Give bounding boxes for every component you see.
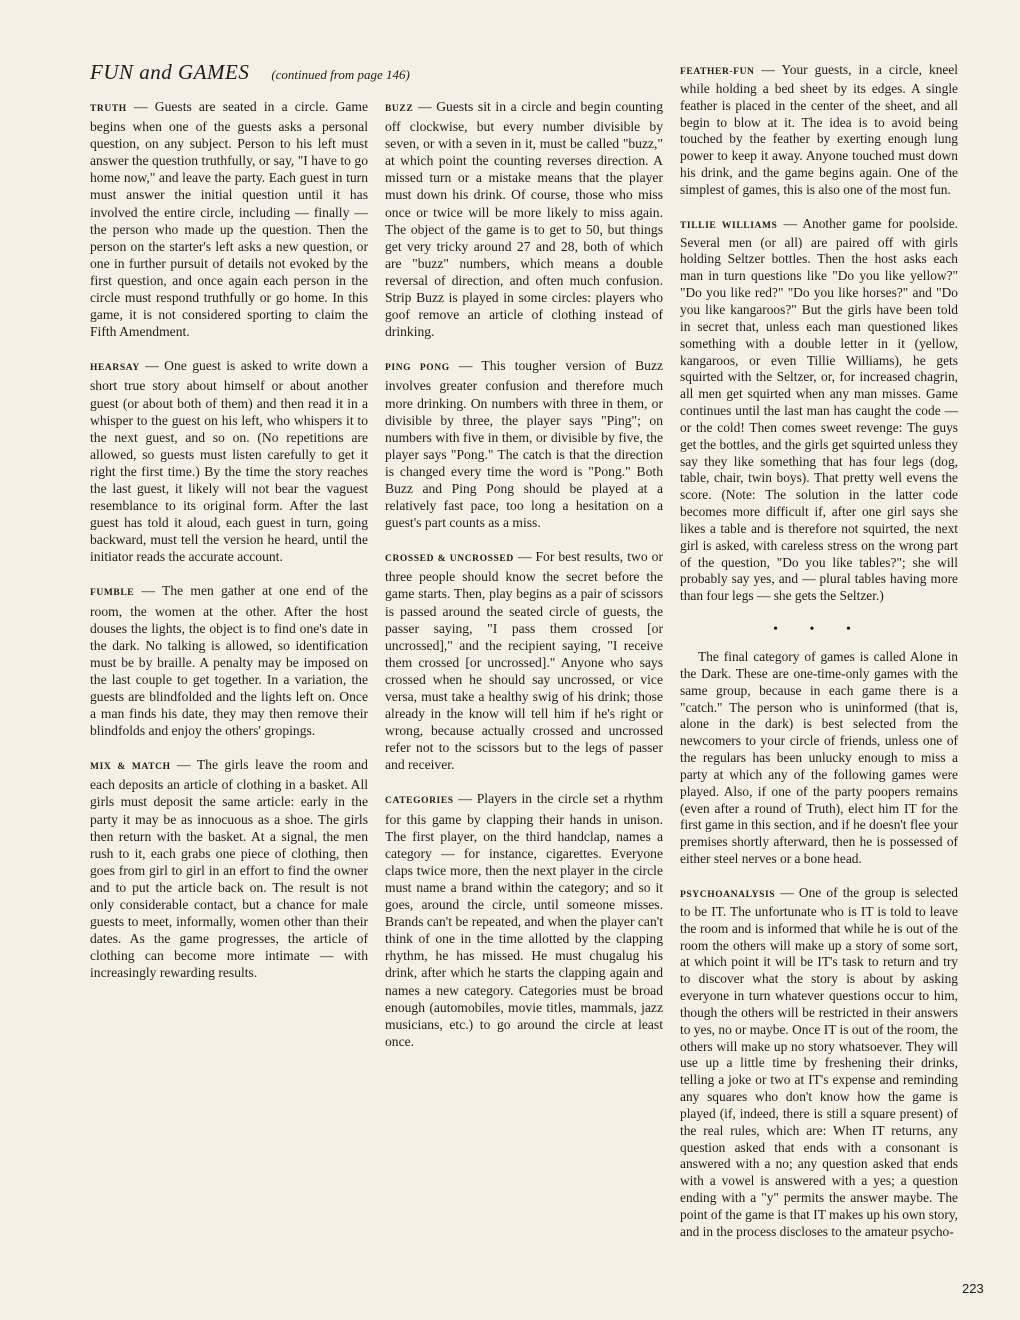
psychoanalysis-paragraph [680, 885, 958, 1241]
categories-subhead: CATEGORIES [385, 796, 454, 807]
feather-subhead: FEATHER-FUN [680, 67, 755, 77]
psychoanalysis-text: — One of the group is selected to be IT. The unfortunate who is IT is told to leave the room and is informed that while he is out of the room the others will make up a story of some sort, at which point it will be IT's task to return and try to discover what the story is about by asking everyone in turn whatever questions occur to him, though the others will be restricted in their answers to yes, no or maybe. Once IT is out of the room, the others will make up no story whatsoever. They will use up a little time by freshening their drinks, telling a joke or two at IT's expense and reminding any squares who don't know how the game is played (if, indeed, there is still a square present) of the real rules, which are: When IT returns, any question asked that ends with a consonant is answered with a no; any question asked that ends with a vowel is answered with a yes; a question ending with a "y" permits the answer maybe. The point of the game is that IT makes up his own story, and in the process discloses to the amateur psycho- [680, 884, 958, 1239]
tillie-subhead: TILLIE WILLIAMS [680, 220, 778, 231]
mix-match-text: — The girls leave the room and each deposits an article of clothing in a basket. All girls must deposit the same article: early in the party it may be as innocuous as a shoe. The girls then return with the basket. At a signal, the men rush to it, each grabs one piece of clothing, then goes from girl to girl in an effort to find the owner and to put the article back on. The result is not only considerable contact, but a chance for male guests to meet, informally, women other than their dates. As the game progresses, the article of clothing can become more intimate — with increasingly rewarding results. [90, 757, 368, 981]
hearsay-subhead: HEARSAY [90, 363, 140, 374]
categories-paragraph [385, 790, 663, 1049]
ping-pong-text: — This tougher version of Buzz involves greater confusion and therefore much more drinking. On numbers with three in them, or divisible by three, the player says "Ping"; on numbers with five in them, or divisible by five, the player says "Pong." The catch is that the direction is changed every time the word is "Pong." Both Buzz and Ping Pong should be played at a relatively fast pace, too long a hesitation on a guest's part counts as a miss. [385, 358, 664, 531]
hearsay-text: — One guest is asked to write down a short true story about himself or about another guest (or about both of them) and then read it in a whisper to the guest on his left, who whispers it to the next guest, and so on. (No repetitions are allowed, so guests must listen carefully to get it right the first time.) By the time the story reaches the last guest, it likely will not bear the vaguest resemblance to its original form. After the last guest has told it aloud, each guest in turn, going backward, must tell the version he heard, until the initiator reads the accurate account. [90, 358, 368, 565]
fumble-subhead: FUMBLE [90, 588, 135, 599]
truth-subhead: TRUTH [90, 104, 127, 114]
alone-paragraph: The final category of games is called Alone in the Dark. These are one-time-only games with the same group, because in each game there is a "catch." The person who is uninformed (that is, alone in the dark) is best selected from the newcomers to your circle of friends, unless one of the regulars has been unlucky enough to miss a party at which any of the following games were played. Also, if one of the party poopers remains (even after a round of Truth), elect him IT for the first game in this section, and if he doesn't flee your premises shortly afterward, then he is possessed of either steel nerves or a bone head. [680, 649, 958, 867]
truth-text: — Guests are seated in a circle. Game begins when one of the guests asks a personal question, on any subject. Person to his left must answer the question truthfully, or say, "I have to go home now," and leave the party. Each guest in turn must answer the initial question until it has involved the entire circle, including — finally — the person who made up the question. Then the person on the starter's left asks a new question, or one in further pursuit of details not evoked by the first question, and once again each person in the circle must respond truthfully or go home. In this game, it is not considered sporting to claim the Fifth Amendment. [90, 99, 369, 340]
tillie-paragraph [680, 216, 958, 605]
psychoanalysis-subhead: PSYCHOANALYSIS [680, 889, 776, 900]
truth-paragraph [90, 98, 368, 340]
section-separator: • • • [773, 622, 865, 638]
ping-pong-paragraph [385, 357, 663, 531]
column-3 [680, 62, 958, 1258]
ping-pong-subhead: PING PONG [385, 363, 450, 374]
hearsay-paragraph [90, 357, 368, 565]
buzz-subhead: BUZZ [385, 104, 414, 114]
crossed-paragraph [385, 548, 663, 773]
page-number: 223 [962, 1281, 984, 1296]
page-title: FUN and GAMES [90, 60, 250, 84]
column-1 [90, 98, 368, 999]
categories-text: — Players in the circle set a rhythm for this game by clapping their hands in unison. The first player, on the third handclap, names a category — for instance, cigarettes. Everyone claps twice more, then the next player in the circle must name a brand within the category; and so it goes, around the circle, until someone misses. Brands can't be repeated, and when the player can't think of one in the time allotted by the clapping rhythm, he has missed. He must chugalug his drink, after which he starts the clapping again and names a new category. Categories must be broad enough (automobiles, movie titles, mammals, jazz musicians, etc.) to go around the circle at least once. [385, 791, 663, 1049]
fumble-paragraph [90, 582, 368, 739]
page-heading [90, 60, 410, 85]
continued-note: (continued from page 146) [271, 67, 410, 82]
feather-paragraph [680, 62, 958, 199]
crossed-text: — For best results, two or three people should know the secret before the game starts. Then, play begins as a pair of scissors is passed around the seated circle of guests, the passer saying, "I pass them crossed [or uncrossed]," and the recipient saying, "I receive them crossed [or uncrossed]." Anyone who says crossed when he should say uncrossed, or vice versa, must take a healthy swig of his drink; those already in the know will tell him if he's right or wrong, because actually crossed and uncrossed refer not to the scissors but to the legs of passer and receiver. [385, 549, 663, 773]
column-2 [385, 98, 663, 1067]
fumble-text: — The men gather at one end of the room, the women at the other. After the host douses the lights, the object is to find one's date in the dark. No talking is allowed, so identification must be by braille. A penalty may be imposed on the last couple to get together. In a variation, the guests are blindfolded and the lights left on. Once a man finds his date, they may then remove their blindfolds and enjoy the others' gropings. [90, 583, 368, 739]
buzz-paragraph [385, 98, 663, 340]
tillie-text: — Another game for poolside. Several men (or all) are paired off with girls holding Seltzer bottles. Then the host asks each man in turn questions like "Do you like yellow?" "Do you like red?" "Do you like horses?" and "Do you like kangaroos?" But the girls have been told in secret that, unless each man questioned likes something with a double letter in it (yellow, kangaroos, or even Tillie Williams), he gets squirted with the Seltzer, or, for increased chagrin, all men get squirted when any man misses. Game continues until the last man has caught the code — or the cold! Then comes sweet revenge: The guys get the bottles, and the girls get squirted unless they say they like something that has four legs (dog, table, chair, twin boys). That pretty well evens the score. (Note: The solution in the latter code becomes more difficult if, after one girl says she likes a table and is therefore not squirted, the next girl is asked, with careless stress on the wrong part of the question, "Do you like tables?"; she will probably say yes, and — plural tables having more than four legs — she gets the Seltzer.) [680, 215, 958, 604]
feather-text: — Your guests, in a circle, kneel while holding a bed sheet by its edges. A single feather is placed in the center of the sheet, and all begin to blow at it. The idea is to avoid being touched by the feather by exerting enough lung power to keep it away. Anyone touched must down his drink, and the game begins again. One of the simplest of games, this is also one of the most fun. [680, 62, 958, 197]
buzz-text: — Guests sit in a circle and begin counting off clockwise, but every number divisible by seven, or with a seven in it, must be called "buzz," at which point the counting reverses direction. A missed turn or a mistake means that the player must down his drink. Of course, those who miss once or twice will be more likely to miss again. The object of the game is to get to 50, but things get very tricky around 27 and 28, both of which are "buzz" numbers, which means a double reversal of direction, and often much confusion. Strip Buzz is played in some circles: players who goof remove an article of clothing instead of drinking. [385, 99, 663, 340]
crossed-subhead: CROSSED & UNCROSSED [385, 554, 514, 565]
mix-match-subhead: MIX & MATCH [90, 762, 171, 773]
mix-match-paragraph [90, 756, 368, 981]
